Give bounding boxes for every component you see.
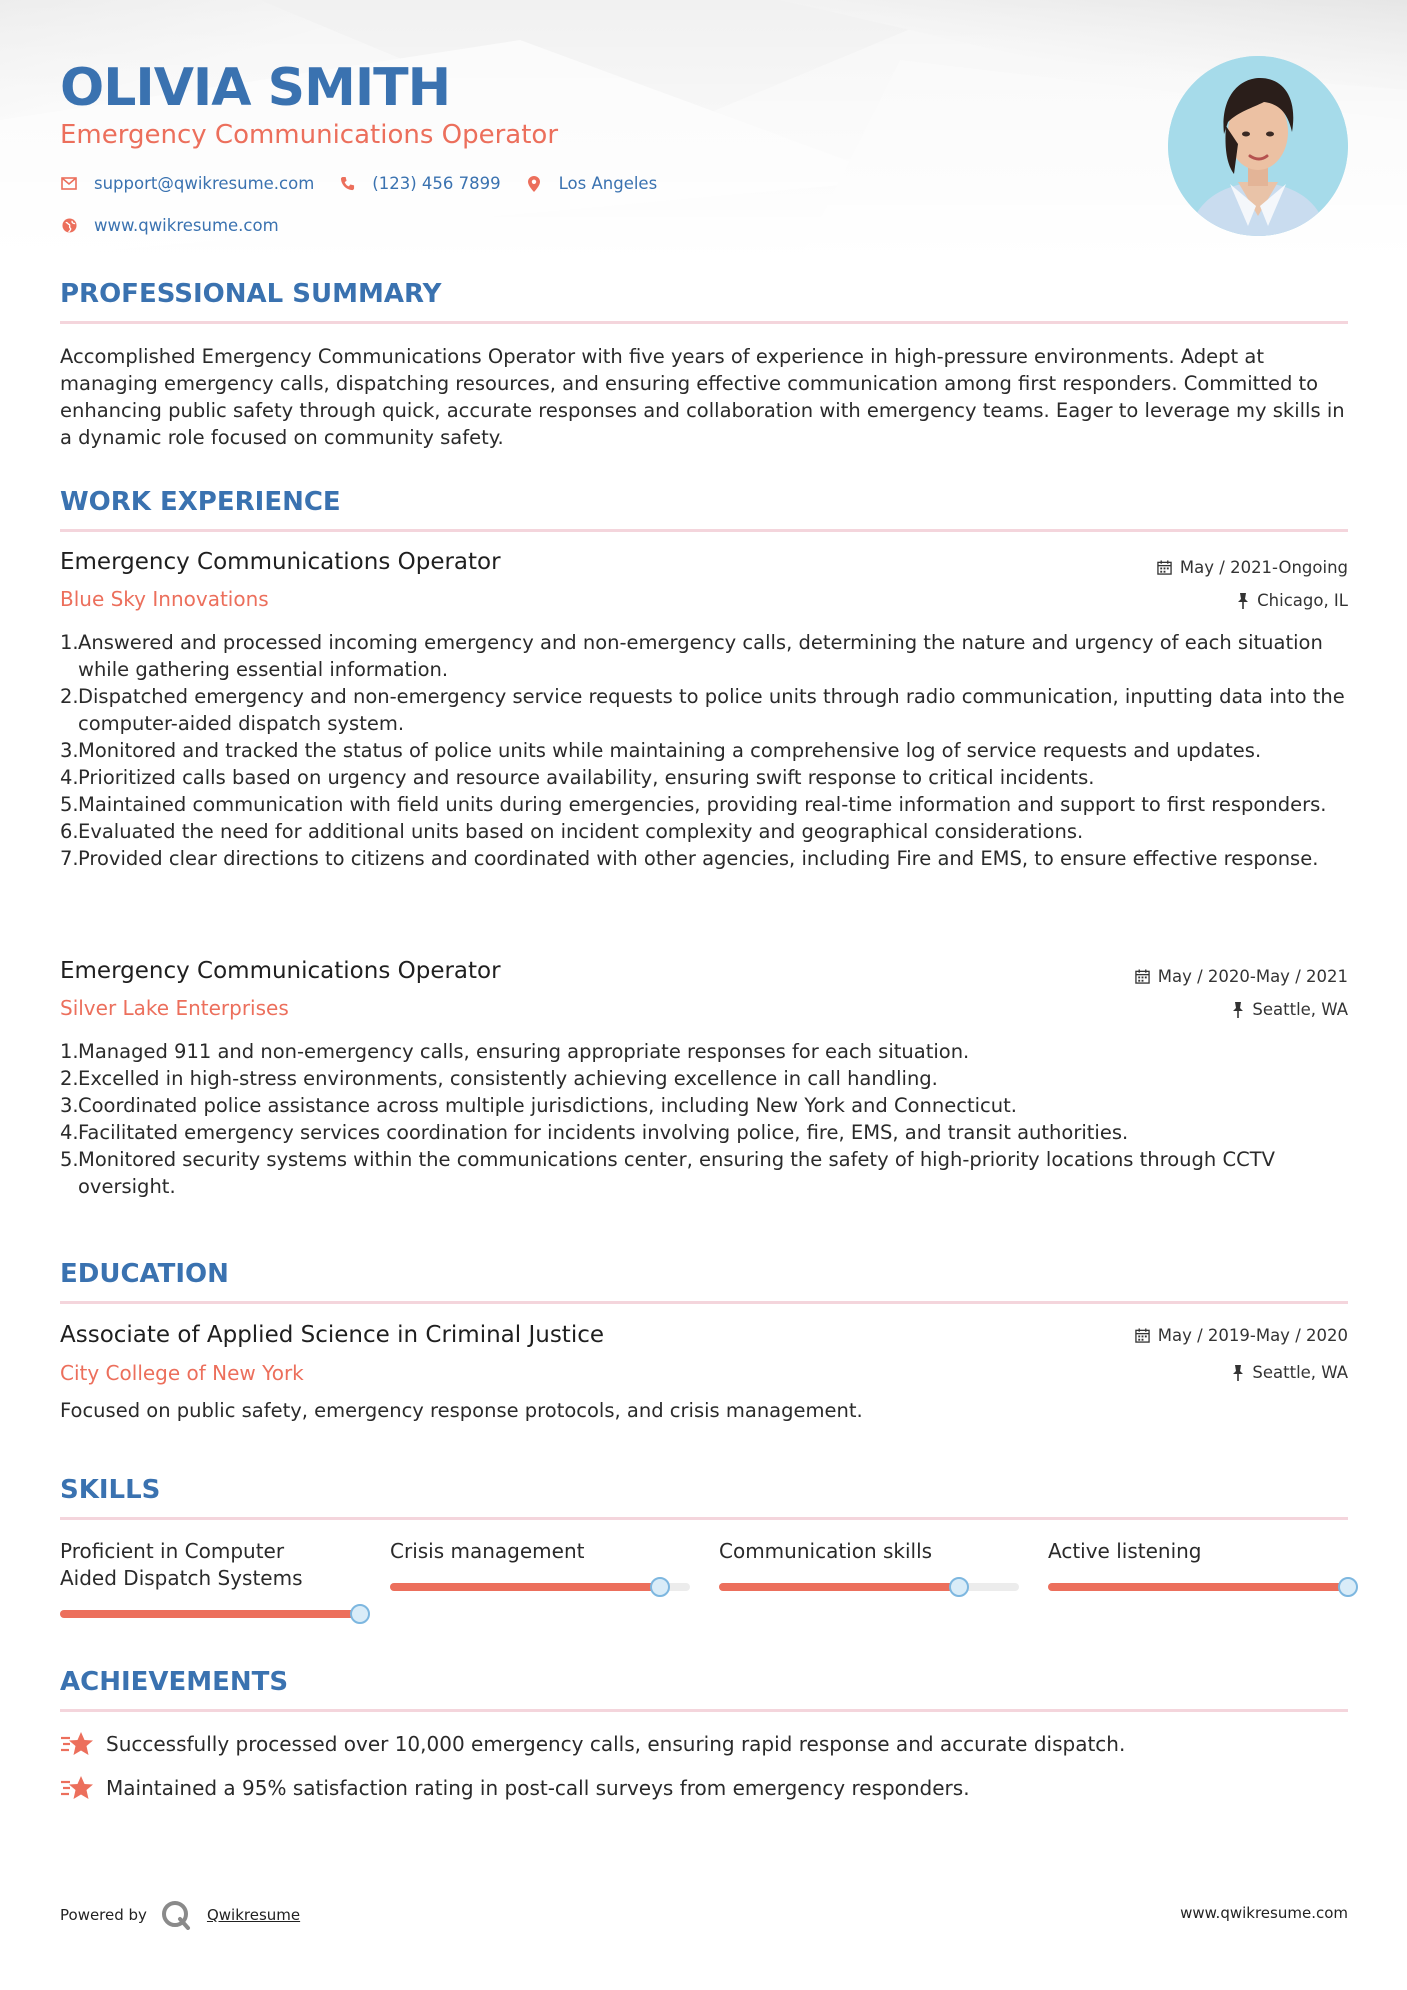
job-dates-text: May / 2020-May / 2021	[1157, 967, 1348, 986]
website-row	[60, 216, 303, 235]
star-icon	[60, 1730, 94, 1758]
item-number: 1.	[60, 1040, 79, 1063]
experience-heading: WORK EXPERIENCE	[60, 487, 341, 517]
item-text: Maintained communication with field units during emergencies, providing real-time information and support to first responders.	[78, 793, 1327, 816]
phone-icon	[338, 175, 356, 193]
item-number: 3.	[60, 739, 79, 762]
job-location-text: Seattle, WA	[1252, 1000, 1348, 1019]
job-location-text: Chicago, IL	[1257, 591, 1348, 610]
skill-item	[60, 1538, 360, 1592]
summary-heading: PROFESSIONAL SUMMARY	[60, 279, 442, 309]
item-number: 5.	[60, 793, 79, 816]
website-text[interactable]: www.qwikresume.com	[94, 216, 279, 235]
globe-icon	[60, 217, 78, 235]
pushpin-icon	[1232, 1365, 1244, 1381]
skill-level-bar	[60, 1610, 360, 1618]
item-text: Prioritized calls based on urgency and resource availability, ensuring swift response to critical incidents.	[78, 766, 1095, 789]
calendar-icon	[1135, 969, 1150, 984]
item-number: 7.	[60, 847, 79, 870]
item-text: Facilitated emergency services coordination for incidents involving police, fire, EMS, and transit authorities.	[78, 1121, 1129, 1144]
section-divider	[60, 321, 1348, 324]
item-text: Provided clear directions to citizens and coordinated with other agencies, including Fire and EMS, to ensure effective response.	[78, 847, 1319, 870]
education-heading: EDUCATION	[60, 1259, 229, 1289]
item-text: Managed 911 and non-emergency calls, ensuring appropriate responses for each situation.	[78, 1040, 970, 1063]
skill-level-knob	[1338, 1577, 1358, 1597]
qwikresume-link[interactable]: Qwikresume	[206, 1906, 301, 1924]
skill-label-line: Crisis management	[390, 1539, 585, 1563]
skill-level-bar	[1048, 1583, 1348, 1591]
item-number: 6.	[60, 820, 79, 843]
degree-title: Associate of Applied Science in Criminal Justice	[60, 1322, 605, 1348]
achievement-text: Successfully processed over 10,000 emergency calls, ensuring rapid response and accurate dispatch.	[106, 1732, 1126, 1756]
skill-label-line: Aided Dispatch Systems	[60, 1566, 303, 1590]
section-divider	[60, 1517, 1348, 1520]
item-number: 3.	[60, 1094, 79, 1117]
job-location	[1237, 591, 1348, 610]
pushpin-icon	[1237, 593, 1249, 609]
job-location	[1232, 1000, 1348, 1019]
responsibility-item	[60, 1038, 1348, 1065]
item-text: Monitored security systems within the communications center, ensuring the safety of high-priority locations through CCTV oversight.	[78, 1148, 1275, 1198]
skill-item	[390, 1538, 690, 1565]
skill-level-bar	[390, 1583, 690, 1591]
envelope-icon	[60, 175, 78, 193]
skill-level-knob	[350, 1604, 370, 1624]
phone-item[interactable]	[338, 174, 500, 193]
email-item[interactable]	[60, 174, 314, 193]
location-item	[525, 174, 658, 193]
profile-photo	[1168, 56, 1348, 236]
candidate-name: OLIVIA SMITH	[60, 58, 451, 118]
section-divider	[60, 1301, 1348, 1304]
item-text: Answered and processed incoming emergency and non-emergency calls, determining the nature and urgency of each situation while gathering essential information.	[78, 631, 1323, 681]
item-number: 4.	[60, 1121, 79, 1144]
responsibility-item	[60, 629, 1348, 683]
skill-label	[1048, 1538, 1348, 1565]
footer-website[interactable]: www.qwikresume.com	[1180, 1904, 1348, 1922]
phone-text[interactable]: (123) 456 7899	[372, 174, 501, 193]
job-responsibilities	[60, 629, 1348, 872]
responsibility-item	[60, 764, 1348, 791]
location-text: Los Angeles	[558, 174, 658, 193]
pushpin-icon	[1232, 1002, 1244, 1018]
skill-level-fill	[719, 1583, 959, 1591]
skill-level-fill	[1048, 1583, 1348, 1591]
education-location	[1232, 1363, 1348, 1382]
skill-label-line: Proficient in Computer	[60, 1539, 285, 1563]
job-title: Emergency Communications Operator	[60, 549, 501, 575]
item-text: Monitored and tracked the status of police units while maintaining a comprehensive log of service requests and updates.	[78, 739, 1262, 762]
website-item[interactable]	[60, 216, 279, 235]
job-company: Silver Lake Enterprises	[60, 996, 289, 1020]
calendar-icon	[1157, 560, 1172, 575]
job-dates-text: May / 2021-Ongoing	[1179, 558, 1348, 577]
education-dates-text: May / 2019-May / 2020	[1157, 1326, 1348, 1345]
section-divider	[60, 1709, 1348, 1712]
achievements-heading: ACHIEVEMENTS	[60, 1667, 289, 1697]
star-icon	[60, 1774, 94, 1802]
skill-level-bar	[719, 1583, 1019, 1591]
skill-label	[719, 1538, 1019, 1565]
item-number: 1.	[60, 631, 79, 654]
job-title: Emergency Communications Operator	[60, 958, 501, 984]
responsibility-item	[60, 683, 1348, 737]
education-dates	[1135, 1326, 1348, 1345]
summary-text: Accomplished Emergency Communications Operator with five years of experience in high-pressure environments. Adept at managing emergency calls, dispatching resources, and ensuring effective communication among first responders. Committed to enhancing public safety through quick, accurate responses and collaboration with emergency teams. Eager to leverage my skills in a dynamic role focused on community safety.	[60, 345, 1345, 449]
skills-heading: SKILLS	[60, 1475, 161, 1505]
education-location-text: Seattle, WA	[1252, 1363, 1348, 1382]
skill-label-line: Active listening	[1048, 1539, 1202, 1563]
section-divider	[60, 529, 1348, 532]
achievement-item	[60, 1774, 970, 1802]
responsibility-item	[60, 1119, 1348, 1146]
item-text: Excelled in high-stress environments, consistently achieving excellence in call handling.	[78, 1067, 938, 1090]
school-name: City College of New York	[60, 1361, 304, 1385]
skill-item	[719, 1538, 1019, 1565]
skill-label	[390, 1538, 690, 1565]
job-dates	[1157, 558, 1348, 577]
skill-level-fill	[390, 1583, 660, 1591]
item-number: 4.	[60, 766, 79, 789]
footer-powered-by	[60, 1900, 300, 1930]
responsibility-item	[60, 845, 1348, 872]
skill-label-line: Communication skills	[719, 1539, 933, 1563]
qwikresume-logo-icon	[161, 1900, 191, 1930]
responsibility-item	[60, 1092, 1348, 1119]
item-text: Coordinated police assistance across multiple jurisdictions, including New York and Connecticut.	[78, 1094, 1017, 1117]
responsibility-item	[60, 818, 1348, 845]
calendar-icon	[1135, 1328, 1150, 1343]
map-pin-icon	[525, 175, 543, 193]
item-number: 2.	[60, 1067, 79, 1090]
responsibility-item	[60, 737, 1348, 764]
responsibility-item	[60, 1146, 1348, 1200]
skill-level-knob	[650, 1577, 670, 1597]
item-number: 5.	[60, 1148, 79, 1171]
candidate-title: Emergency Communications Operator	[60, 120, 559, 150]
skill-item	[1048, 1538, 1348, 1565]
job-company: Blue Sky Innovations	[60, 587, 269, 611]
responsibility-item	[60, 1065, 1348, 1092]
skill-level-fill	[60, 1610, 360, 1618]
skill-level-knob	[949, 1577, 969, 1597]
achievement-item	[60, 1730, 1125, 1758]
job-dates	[1135, 967, 1348, 986]
contact-row	[60, 174, 681, 193]
achievement-text: Maintained a 95% satisfaction rating in post-call surveys from emergency responders.	[106, 1776, 970, 1800]
job-responsibilities	[60, 1038, 1348, 1200]
item-text: Dispatched emergency and non-emergency service requests to police units through radio communication, inputting data into the computer-aided dispatch system.	[78, 685, 1345, 735]
skill-label	[60, 1538, 360, 1592]
email-text[interactable]: support@qwikresume.com	[94, 174, 315, 193]
responsibility-item	[60, 791, 1348, 818]
item-number: 2.	[60, 685, 79, 708]
powered-by-label: Powered by	[60, 1906, 147, 1924]
item-text: Evaluated the need for additional units based on incident complexity and geographical considerations.	[78, 820, 1084, 843]
education-description: Focused on public safety, emergency response protocols, and crisis management.	[60, 1399, 863, 1422]
